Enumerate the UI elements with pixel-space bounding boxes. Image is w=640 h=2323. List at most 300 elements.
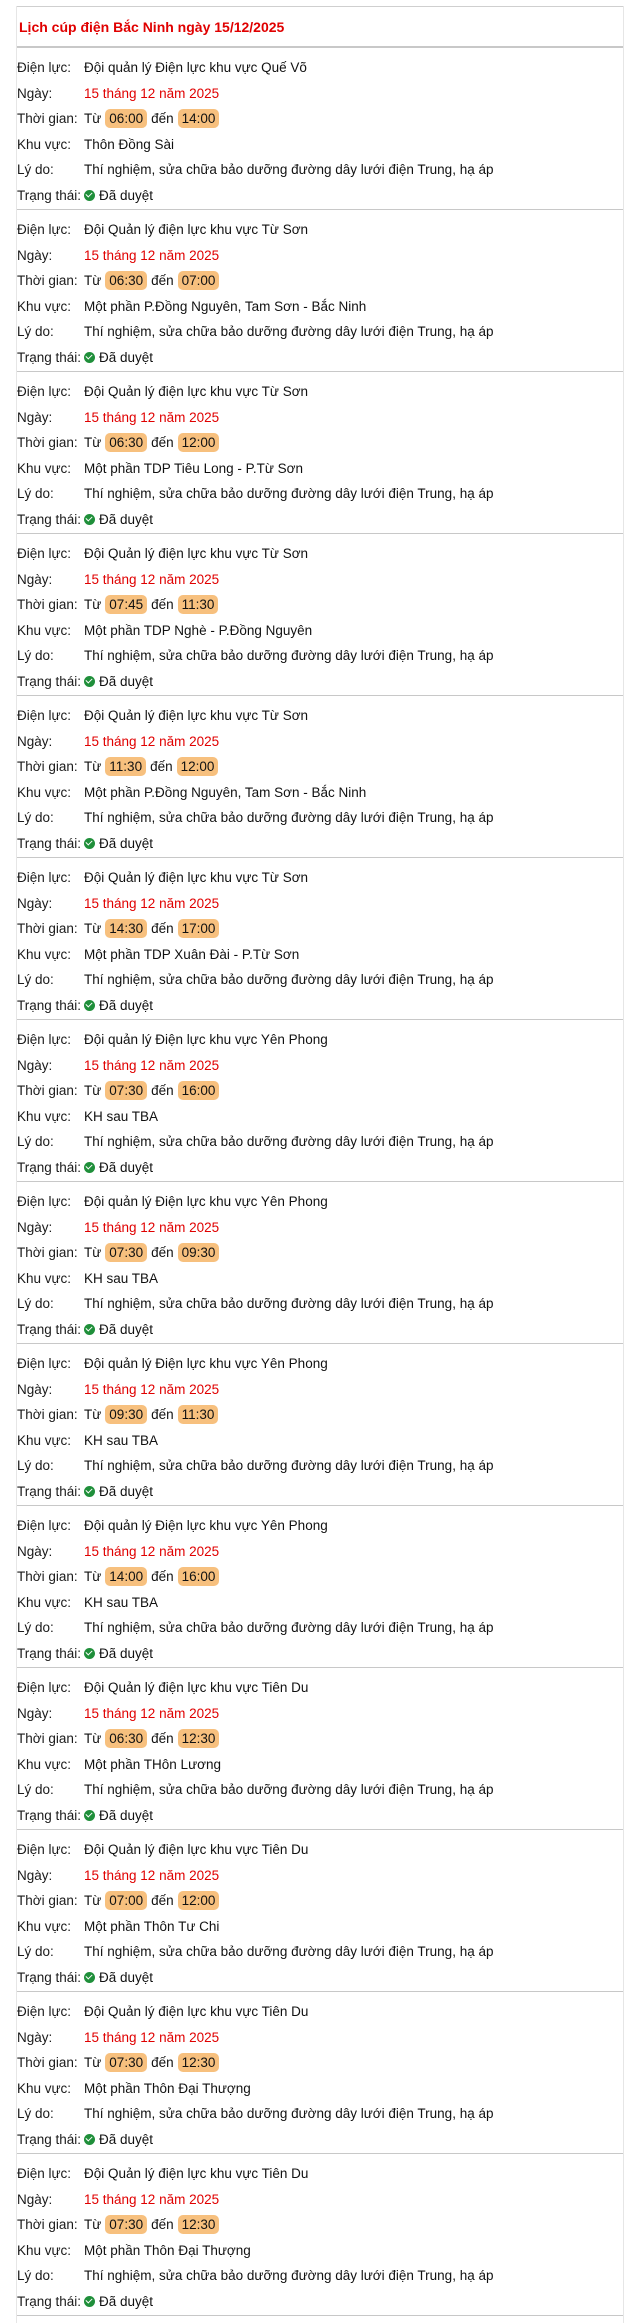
area-value: KH sau TBA — [84, 1108, 159, 1124]
time-row — [17, 268, 623, 294]
date-row — [17, 81, 623, 107]
reason-row — [17, 805, 623, 831]
area-row — [17, 1914, 623, 1940]
time-label: Thời gian: — [17, 1893, 78, 1909]
status-row — [17, 1965, 623, 1991]
status-row — [17, 669, 623, 695]
area-value: Một phần Thôn Đại Thượng — [84, 2242, 251, 2258]
reason-label: Lý do: — [17, 1134, 54, 1150]
company-value: Đội quản lý Điện lực khu vực Yên Phong — [84, 1032, 328, 1048]
start-time-badge: 09:30 — [105, 1405, 147, 1424]
area-row — [17, 942, 623, 968]
company-row — [17, 1837, 623, 1863]
area-value: KH sau TBA — [84, 1594, 159, 1610]
end-time-badge: 12:30 — [178, 2053, 220, 2072]
to-text: đến — [150, 759, 173, 775]
outage-card — [17, 1668, 623, 1830]
from-text: Từ — [84, 597, 102, 613]
start-time-badge: 07:30 — [105, 1243, 147, 1262]
time-label: Thời gian: — [17, 435, 78, 451]
date-label: Ngày: — [17, 895, 53, 911]
reason-value: Thí nghiệm, sửa chữa bảo dưỡng đường dây lưới điện Trung, hạ áp — [84, 1620, 494, 1636]
time-row — [17, 430, 623, 456]
status-row — [17, 1803, 623, 1829]
time-label: Thời gian: — [17, 1407, 78, 1423]
date-row — [17, 2025, 623, 2051]
reason-row — [17, 2101, 623, 2127]
time-label: Thời gian: — [17, 2055, 78, 2071]
reason-label: Lý do: — [17, 1782, 54, 1798]
to-text: đến — [151, 1083, 174, 1099]
check-circle-icon — [84, 2134, 95, 2145]
status-row — [17, 345, 623, 371]
check-circle-icon — [84, 1162, 95, 1173]
company-label: Điện lực: — [17, 1518, 72, 1534]
area-row — [17, 2238, 623, 2264]
area-row — [17, 1266, 623, 1292]
status-row — [17, 1479, 623, 1505]
reason-row — [17, 1615, 623, 1641]
area-row — [17, 294, 623, 320]
reason-value: Thí nghiệm, sửa chữa bảo dưỡng đường dây lưới điện Trung, hạ áp — [84, 2106, 494, 2122]
reason-label: Lý do: — [17, 2106, 54, 2122]
area-row — [17, 1104, 623, 1130]
from-text: Từ — [84, 2055, 102, 2071]
status-value: Đã duyệt — [99, 187, 154, 203]
reason-label: Lý do: — [17, 1458, 54, 1474]
start-time-badge: 07:45 — [105, 595, 147, 614]
reason-row — [17, 2263, 623, 2289]
status-label: Trạng thái: — [17, 2293, 82, 2309]
page-title[interactable]: Lịch cúp điện Bắc Ninh ngày 15/12/2025 — [19, 18, 285, 35]
date-row — [17, 1053, 623, 1079]
from-text: Từ — [84, 1407, 102, 1423]
reason-row — [17, 1129, 623, 1155]
reason-row — [17, 643, 623, 669]
page-header — [17, 6, 623, 48]
status-label: Trạng thái: — [17, 1483, 82, 1499]
check-circle-icon — [84, 1810, 95, 1821]
start-time-badge: 07:30 — [105, 1081, 147, 1100]
status-row — [17, 1317, 623, 1343]
end-time-badge: 11:30 — [178, 595, 219, 614]
reason-label: Lý do: — [17, 1620, 54, 1636]
start-time-badge: 06:30 — [105, 433, 147, 452]
status-value: Đã duyệt — [99, 1483, 154, 1499]
company-value: Đội Quản lý điện lực khu vực Từ Sơn — [84, 222, 309, 238]
company-value: Đội Quản lý điện lực khu vực Tiên Du — [84, 2004, 309, 2020]
date-row — [17, 1863, 623, 1889]
area-value: Một phần Thôn Đại Thượng — [84, 2080, 251, 2096]
start-time-badge: 06:30 — [105, 1729, 147, 1748]
status-row — [17, 831, 623, 857]
check-circle-icon — [84, 838, 95, 849]
reason-value: Thí nghiệm, sửa chữa bảo dưỡng đường dây lưới điện Trung, hạ áp — [84, 1782, 494, 1798]
area-label: Khu vực: — [17, 1594, 72, 1610]
outage-card — [17, 1344, 623, 1506]
status-label: Trạng thái: — [17, 1159, 82, 1175]
status-label: Trạng thái: — [17, 1645, 82, 1661]
area-value: Một phần THôn Lương — [84, 1756, 221, 1772]
to-text: đến — [151, 1569, 174, 1585]
date-row — [17, 1701, 623, 1727]
reason-value: Thí nghiệm, sửa chữa bảo dưỡng đường dây lưới điện Trung, hạ áp — [84, 648, 494, 664]
area-value: Một phần P.Đồng Nguyên, Tam Sơn - Bắc Ninh — [84, 784, 367, 800]
status-row — [17, 183, 623, 209]
check-circle-icon — [84, 1972, 95, 1983]
reason-label: Lý do: — [17, 162, 54, 178]
to-text: đến — [151, 1893, 174, 1909]
reason-value: Thí nghiệm, sửa chữa bảo dưỡng đường dây lưới điện Trung, hạ áp — [84, 1458, 494, 1474]
date-value: 15 tháng 12 năm 2025 — [84, 2191, 220, 2207]
area-value: KH sau TBA — [84, 1270, 159, 1286]
date-label: Ngày: — [17, 571, 53, 587]
check-circle-icon — [84, 1324, 95, 1335]
area-value: Thôn Đồng Sài — [84, 136, 175, 152]
reason-label: Lý do: — [17, 486, 54, 502]
status-value: Đã duyệt — [99, 673, 154, 689]
status-value: Đã duyệt — [99, 349, 154, 365]
time-label: Thời gian: — [17, 921, 78, 937]
end-time-badge: 07:00 — [178, 271, 220, 290]
time-row — [17, 916, 623, 942]
date-value: 15 tháng 12 năm 2025 — [84, 895, 220, 911]
area-row — [17, 618, 623, 644]
date-value: 15 tháng 12 năm 2025 — [84, 247, 220, 263]
status-row — [17, 2289, 623, 2315]
date-label: Ngày: — [17, 1381, 53, 1397]
area-value: Một phần TDP Xuân Đài - P.Từ Sơn — [84, 946, 300, 962]
status-value: Đã duyệt — [99, 1159, 154, 1175]
reason-value: Thí nghiệm, sửa chữa bảo dưỡng đường dây lưới điện Trung, hạ áp — [84, 1296, 494, 1312]
time-row — [17, 2050, 623, 2076]
outage-card — [17, 48, 623, 210]
status-label: Trạng thái: — [17, 511, 82, 527]
check-circle-icon — [84, 676, 95, 687]
area-label: Khu vực: — [17, 1432, 72, 1448]
status-value: Đã duyệt — [99, 1321, 154, 1337]
company-label: Điện lực: — [17, 60, 72, 76]
from-text: Từ — [84, 1569, 102, 1585]
area-label: Khu vực: — [17, 2080, 72, 2096]
reason-value: Thí nghiệm, sửa chữa bảo dưỡng đường dây lưới điện Trung, hạ áp — [84, 486, 494, 502]
status-value: Đã duyệt — [99, 997, 154, 1013]
status-label: Trạng thái: — [17, 1321, 82, 1337]
time-label: Thời gian: — [17, 1569, 78, 1585]
reason-value: Thí nghiệm, sửa chữa bảo dưỡng đường dây lưới điện Trung, hạ áp — [84, 1134, 494, 1150]
check-circle-icon — [84, 514, 95, 525]
date-row — [17, 729, 623, 755]
start-time-badge: 07:00 — [105, 1891, 147, 1910]
area-row — [17, 132, 623, 158]
check-circle-icon — [84, 352, 95, 363]
reason-row — [17, 1939, 623, 1965]
check-circle-icon — [84, 1000, 95, 1011]
end-time-badge: 12:00 — [177, 757, 219, 776]
outage-schedule-page — [16, 6, 624, 2323]
company-value: Đội Quản lý điện lực khu vực Từ Sơn — [84, 546, 309, 562]
company-row — [17, 379, 623, 405]
area-label: Khu vực: — [17, 136, 72, 152]
date-label: Ngày: — [17, 2191, 53, 2207]
status-label: Trạng thái: — [17, 1807, 82, 1823]
status-value: Đã duyệt — [99, 511, 154, 527]
time-label: Thời gian: — [17, 597, 78, 613]
company-row — [17, 1675, 623, 1701]
reason-row — [17, 967, 623, 993]
time-row — [17, 1078, 623, 1104]
end-time-badge: 16:00 — [178, 1081, 220, 1100]
status-row — [17, 1641, 623, 1667]
date-row — [17, 243, 623, 269]
status-label: Trạng thái: — [17, 349, 82, 365]
reason-row — [17, 481, 623, 507]
end-time-badge: 17:00 — [178, 919, 220, 938]
date-label: Ngày: — [17, 2029, 53, 2045]
outage-card — [17, 1830, 623, 1992]
date-value: 15 tháng 12 năm 2025 — [84, 1705, 220, 1721]
date-row — [17, 891, 623, 917]
date-value: 15 tháng 12 năm 2025 — [84, 1867, 220, 1883]
area-row — [17, 1590, 623, 1616]
reason-value: Thí nghiệm, sửa chữa bảo dưỡng đường dây lưới điện Trung, hạ áp — [84, 324, 494, 340]
end-time-badge: 11:30 — [178, 1405, 219, 1424]
to-text: đến — [151, 435, 174, 451]
from-text: Từ — [84, 273, 102, 289]
to-text: đến — [151, 2055, 174, 2071]
date-row — [17, 1377, 623, 1403]
status-label: Trạng thái: — [17, 187, 82, 203]
time-row — [17, 754, 623, 780]
company-row — [17, 1999, 623, 2025]
company-label: Điện lực: — [17, 1680, 72, 1696]
company-row — [17, 1351, 623, 1377]
area-row — [17, 2076, 623, 2102]
reason-value: Thí nghiệm, sửa chữa bảo dưỡng đường dây lưới điện Trung, hạ áp — [84, 1944, 494, 1960]
status-label: Trạng thái: — [17, 1969, 82, 1985]
status-value: Đã duyệt — [99, 835, 154, 851]
date-value: 15 tháng 12 năm 2025 — [84, 733, 220, 749]
status-value: Đã duyệt — [99, 2293, 154, 2309]
time-row — [17, 1240, 623, 1266]
from-text: Từ — [84, 1731, 102, 1747]
area-label: Khu vực: — [17, 946, 72, 962]
start-time-badge: 07:30 — [105, 2053, 147, 2072]
company-row — [17, 217, 623, 243]
company-label: Điện lực: — [17, 870, 72, 886]
to-text: đến — [151, 597, 174, 613]
reason-label: Lý do: — [17, 648, 54, 664]
company-value: Đội Quản lý điện lực khu vực Tiên Du — [84, 2166, 309, 2182]
status-value: Đã duyệt — [99, 1807, 154, 1823]
outage-card — [17, 534, 623, 696]
company-label: Điện lực: — [17, 1356, 72, 1372]
end-time-badge: 16:00 — [178, 1567, 220, 1586]
time-label: Thời gian: — [17, 759, 78, 775]
reason-label: Lý do: — [17, 1944, 54, 1960]
time-label: Thời gian: — [17, 1731, 78, 1747]
reason-value: Thí nghiệm, sửa chữa bảo dưỡng đường dây lưới điện Trung, hạ áp — [84, 2268, 494, 2284]
date-value: 15 tháng 12 năm 2025 — [84, 1381, 220, 1397]
outage-card — [17, 372, 623, 534]
check-circle-icon — [84, 1648, 95, 1659]
end-time-badge: 12:30 — [178, 2215, 220, 2234]
from-text: Từ — [84, 921, 102, 937]
company-label: Điện lực: — [17, 1842, 72, 1858]
to-text: đến — [151, 111, 174, 127]
to-text: đến — [151, 1245, 174, 1261]
reason-value: Thí nghiệm, sửa chữa bảo dưỡng đường dây lưới điện Trung, hạ áp — [84, 972, 494, 988]
time-row — [17, 592, 623, 618]
outage-card — [17, 1182, 623, 1344]
from-text: Từ — [84, 2217, 102, 2233]
company-value: Đội Quản lý điện lực khu vực Tiên Du — [84, 1680, 309, 1696]
time-row — [17, 106, 623, 132]
status-label: Trạng thái: — [17, 2131, 82, 2147]
area-row — [17, 1752, 623, 1778]
company-label: Điện lực: — [17, 1032, 72, 1048]
date-row — [17, 2187, 623, 2213]
company-label: Điện lực: — [17, 2004, 72, 2020]
to-text: đến — [151, 1731, 174, 1747]
time-row — [17, 2212, 623, 2238]
outage-card — [17, 696, 623, 858]
date-value: 15 tháng 12 năm 2025 — [84, 2029, 220, 2045]
date-row — [17, 1539, 623, 1565]
reason-label: Lý do: — [17, 810, 54, 826]
area-label: Khu vực: — [17, 1270, 72, 1286]
status-label: Trạng thái: — [17, 997, 82, 1013]
date-value: 15 tháng 12 năm 2025 — [84, 409, 220, 425]
outage-card — [17, 858, 623, 1020]
status-value: Đã duyệt — [99, 1645, 154, 1661]
status-value: Đã duyệt — [99, 1969, 154, 1985]
reason-label: Lý do: — [17, 324, 54, 340]
from-text: Từ — [84, 759, 102, 775]
time-label: Thời gian: — [17, 1245, 78, 1261]
end-time-badge: 12:30 — [178, 1729, 220, 1748]
end-time-badge: 14:00 — [178, 109, 220, 128]
outage-card — [17, 1020, 623, 1182]
company-label: Điện lực: — [17, 222, 72, 238]
company-row — [17, 55, 623, 81]
company-value: Đội quản lý Điện lực khu vực Yên Phong — [84, 1356, 328, 1372]
reason-label: Lý do: — [17, 2268, 54, 2284]
area-label: Khu vực: — [17, 460, 72, 476]
status-label: Trạng thái: — [17, 835, 82, 851]
outage-card — [17, 2154, 623, 2316]
start-time-badge: 14:00 — [105, 1567, 147, 1586]
area-label: Khu vực: — [17, 784, 72, 800]
date-value: 15 tháng 12 năm 2025 — [84, 571, 220, 587]
date-row — [17, 1215, 623, 1241]
area-row — [17, 1428, 623, 1454]
area-value: KH sau TBA — [84, 1432, 159, 1448]
start-time-badge: 14:30 — [105, 919, 147, 938]
time-label: Thời gian: — [17, 2217, 78, 2233]
company-label: Điện lực: — [17, 546, 72, 562]
time-row — [17, 1888, 623, 1914]
date-label: Ngày: — [17, 247, 53, 263]
date-label: Ngày: — [17, 1057, 53, 1073]
to-text: đến — [151, 2217, 174, 2233]
area-label: Khu vực: — [17, 298, 72, 314]
date-value: 15 tháng 12 năm 2025 — [84, 85, 220, 101]
reason-value: Thí nghiệm, sửa chữa bảo dưỡng đường dây lưới điện Trung, hạ áp — [84, 162, 494, 178]
company-value: Đội Quản lý điện lực khu vực Từ Sơn — [84, 384, 309, 400]
area-label: Khu vực: — [17, 2242, 72, 2258]
date-value: 15 tháng 12 năm 2025 — [84, 1543, 220, 1559]
date-label: Ngày: — [17, 1543, 53, 1559]
company-label: Điện lực: — [17, 708, 72, 724]
company-value: Đội quản lý Điện lực khu vực Yên Phong — [84, 1194, 328, 1210]
reason-row — [17, 157, 623, 183]
start-time-badge: 06:30 — [105, 271, 147, 290]
company-row — [17, 1189, 623, 1215]
date-label: Ngày: — [17, 1867, 53, 1883]
time-label: Thời gian: — [17, 273, 78, 289]
from-text: Từ — [84, 1893, 102, 1909]
status-value: Đã duyệt — [99, 2131, 154, 2147]
area-row — [17, 780, 623, 806]
end-time-badge: 12:00 — [178, 1891, 220, 1910]
area-label: Khu vực: — [17, 1918, 72, 1934]
date-row — [17, 405, 623, 431]
date-label: Ngày: — [17, 409, 53, 425]
end-time-badge: 12:00 — [178, 433, 220, 452]
company-value: Đội Quản lý điện lực khu vực Từ Sơn — [84, 708, 309, 724]
check-circle-icon — [84, 2296, 95, 2307]
from-text: Từ — [84, 1083, 102, 1099]
outage-card — [17, 1992, 623, 2154]
start-time-badge: 11:30 — [105, 757, 146, 776]
outage-list — [17, 48, 623, 2316]
company-value: Đội quản lý Điện lực khu vực Yên Phong — [84, 1518, 328, 1534]
reason-row — [17, 1291, 623, 1317]
area-value: Một phần TDP Nghè - P.Đồng Nguyên — [84, 622, 313, 638]
company-label: Điện lực: — [17, 2166, 72, 2182]
reason-row — [17, 1453, 623, 1479]
reason-label: Lý do: — [17, 1296, 54, 1312]
date-row — [17, 567, 623, 593]
date-value: 15 tháng 12 năm 2025 — [84, 1219, 220, 1235]
company-value: Đội Quản lý điện lực khu vực Tiên Du — [84, 1842, 309, 1858]
status-row — [17, 1155, 623, 1181]
from-text: Từ — [84, 435, 102, 451]
to-text: đến — [151, 273, 174, 289]
company-row — [17, 703, 623, 729]
company-label: Điện lực: — [17, 1194, 72, 1210]
to-text: đến — [151, 1407, 174, 1423]
time-label: Thời gian: — [17, 111, 78, 127]
check-circle-icon — [84, 190, 95, 201]
reason-row — [17, 319, 623, 345]
company-label: Điện lực: — [17, 384, 72, 400]
date-label: Ngày: — [17, 1219, 53, 1235]
date-value: 15 tháng 12 năm 2025 — [84, 1057, 220, 1073]
date-label: Ngày: — [17, 1705, 53, 1721]
start-time-badge: 07:30 — [105, 2215, 147, 2234]
end-time-badge: 09:30 — [178, 1243, 220, 1262]
area-label: Khu vực: — [17, 1108, 72, 1124]
company-row — [17, 541, 623, 567]
company-row — [17, 1513, 623, 1539]
time-row — [17, 1402, 623, 1428]
company-row — [17, 1027, 623, 1053]
time-row — [17, 1564, 623, 1590]
status-row — [17, 993, 623, 1019]
status-row — [17, 2127, 623, 2153]
